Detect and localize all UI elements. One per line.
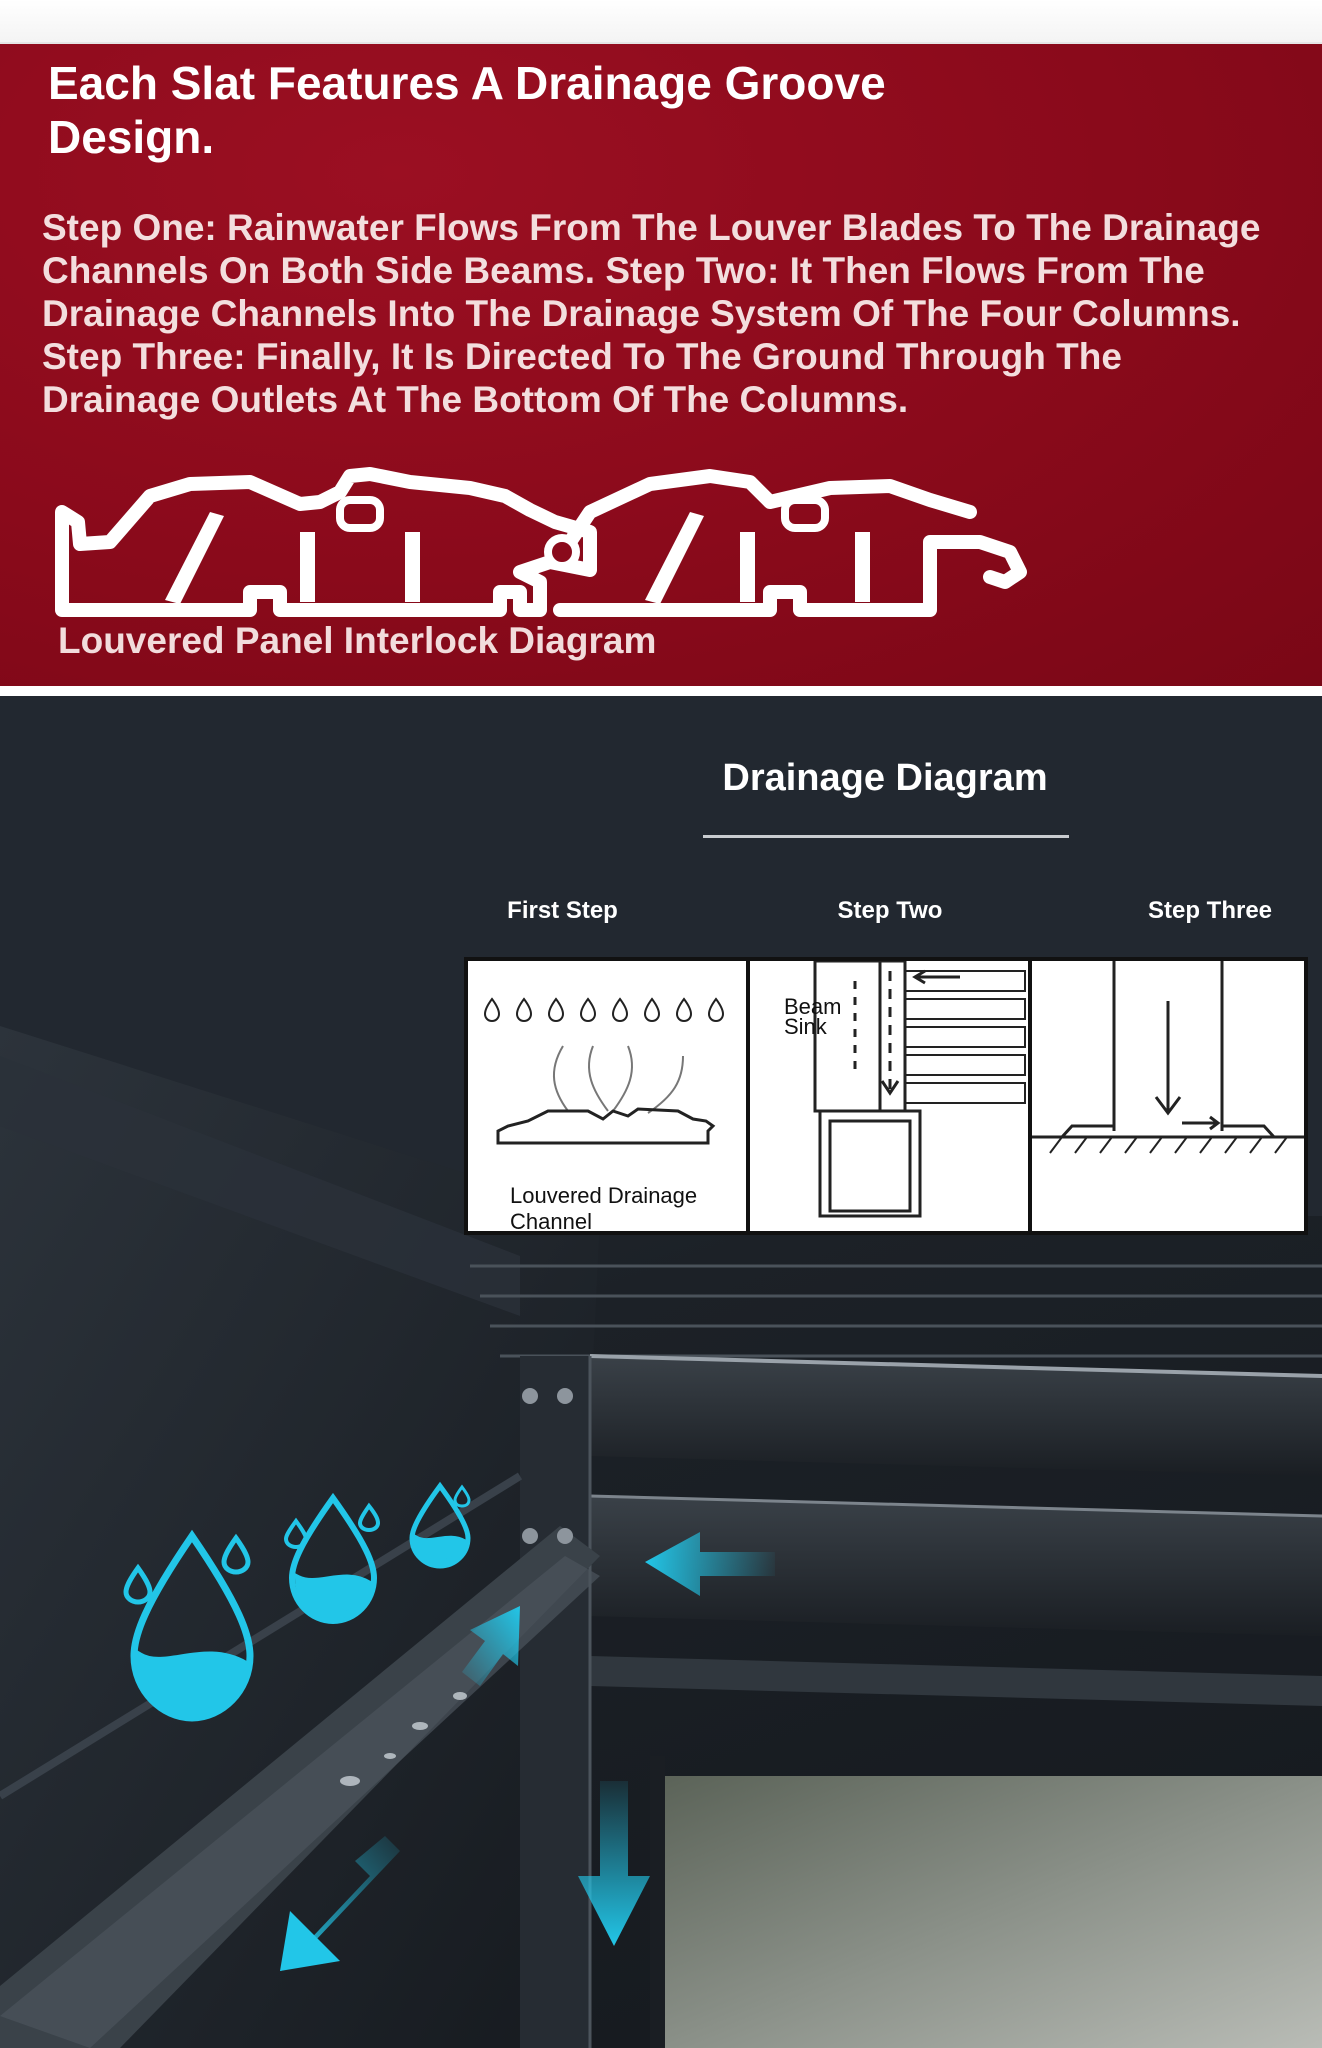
step-three-panel [1032, 961, 1304, 1231]
step-one-label: First Step [507, 897, 618, 924]
top-strip [0, 0, 1322, 44]
sink-label: Sink [784, 1014, 827, 1039]
steps-description: Step One: Rainwater Flows From The Louver Blades To The Drainage Channels On Both Side Beams. Step Two: It Then Flows From The Drainage Channels Into The Drainage System Of The Four Columns. Step Three: Finally, It Is Directed To The Ground Through The Drainage Outlets At The Bottom Of The Columns. [42, 207, 1261, 420]
step-one-panel [468, 961, 746, 1234]
drainage-diagram-title: Drainage Diagram [722, 757, 1048, 799]
drainage-photo-section [0, 696, 1322, 2048]
title-underline [703, 835, 1069, 838]
pergola-corner-photo [0, 696, 1322, 2048]
louvered-panel-interlock-diagram [50, 452, 1030, 632]
banner-title: Each Slat Features A Drainage Groove Design. [48, 57, 886, 163]
beam-sink-caption [784, 994, 842, 1039]
step-two-label: Step Two [837, 897, 943, 924]
interlock-caption: Louvered Panel Interlock Diagram [58, 620, 657, 661]
section-divider [0, 686, 1322, 696]
ground-outlet-illustration [1032, 961, 1304, 1231]
drainage-steps-diagram [464, 957, 1308, 1235]
step-two-panel [750, 961, 1028, 1231]
louvered-channel-caption: Louvered Drainage Channel [510, 1183, 698, 1234]
step-three-label: Step Three [1147, 897, 1273, 924]
beam-label: Beam [784, 994, 842, 1019]
rain-drop-icon [485, 999, 723, 1021]
feature-banner [0, 44, 1322, 686]
